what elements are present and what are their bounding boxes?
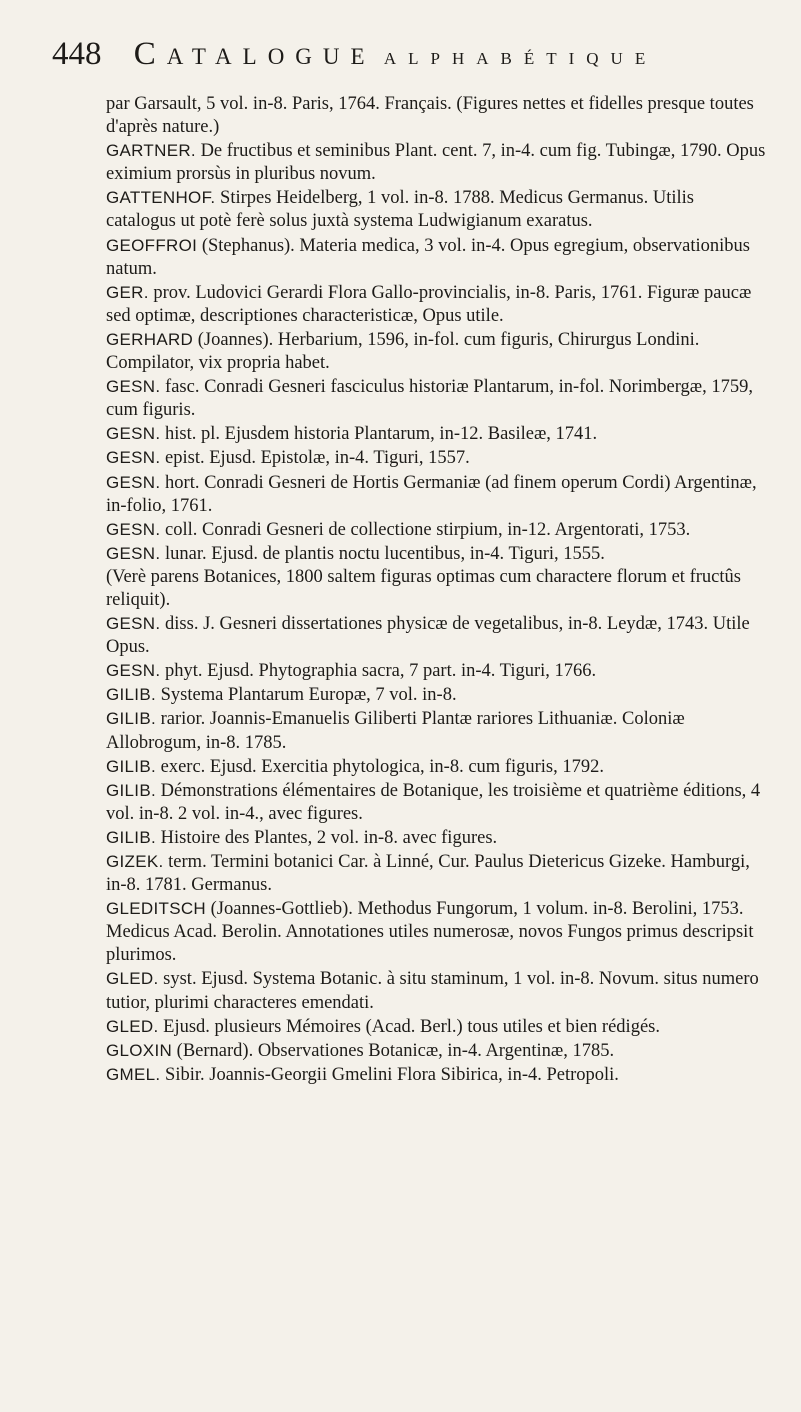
entry-text: Ejusd. plusieurs Mémoires (Acad. Berl.) tous utiles et bien rédigés. <box>158 1016 660 1037</box>
catalogue-entry <box>106 518 766 542</box>
entry-text: diss. J. Gesneri dissertationes physicæ de vegetalibus, in-8. Leydæ, 1743. Utile Opus. <box>106 614 750 658</box>
entry-headword: GIZEK. <box>106 852 164 871</box>
catalogue-entry <box>106 659 766 683</box>
catalogue-entry <box>106 93 766 139</box>
entry-headword: GESN. <box>106 472 161 492</box>
entry-text: (Joannes). Herbarium, 1596, in-fol. cum figuris, Chirurgus Londini. Compilator, vix propria habet. <box>106 329 700 374</box>
catalogue-entry <box>106 186 766 233</box>
catalogue-entry <box>106 139 766 186</box>
catalogue-entry <box>106 1063 766 1087</box>
header-title-part2: alphabétique <box>383 44 658 70</box>
entry-text: phyt. Ejusd. Phytographia sacra, 7 part. in-4. Tiguri, 1766. <box>160 661 597 682</box>
entry-text: (Joannes-Gottlieb). Methodus Fungorum, 1 volum. in-8. Berolini, 1753. Medicus Acad. Berolin. Annotationes utiles numerosæ, novos Fungos primus descripsit plurimos. <box>106 899 754 966</box>
entry-text: De fructibus et seminibus Plant. cent. 7, in-4. cum fig. Tubingæ, 1790. Opus eximium prorsùs in pluribus novum. <box>106 141 766 185</box>
entry-text: exerc. Ejusd. Exercitia phytologica, in-8. cum figuris, 1792. <box>156 756 604 777</box>
catalogue-entry <box>106 779 766 826</box>
entry-headword: GERHARD <box>106 329 194 349</box>
entry-headword: GILIB. <box>106 685 156 705</box>
entry-text: Histoire des Plantes, 2 vol. in-8. avec figures. <box>156 827 498 848</box>
entry-headword: GLED. <box>106 1016 159 1036</box>
entry-text: fasc. Conradi Gesneri fasciculus historiæ Plantarum, in-fol. Norimbergæ, 1759, cum figuris. <box>106 377 753 421</box>
entry-headword: GLEDITSCH <box>106 899 206 919</box>
entry-headword: GESN. <box>106 661 161 681</box>
running-header <box>52 34 772 77</box>
catalogue-entry <box>106 683 766 707</box>
entry-headword: GESN. <box>106 543 161 563</box>
catalogue-entry <box>106 422 766 446</box>
entry-text: (Stephanus). Materia medica, 3 vol. in-4. Opus egregium, observationibus natum. <box>106 235 751 279</box>
catalogue-entry <box>106 850 766 897</box>
catalogue-entry <box>106 826 766 850</box>
entry-headword: GILIB. <box>106 780 156 800</box>
entry-headword: GLOXIN <box>106 1040 173 1060</box>
catalogue-entry <box>106 967 766 1014</box>
entry-headword: GILIB. <box>106 756 156 776</box>
entry-headword: GARTNER. <box>106 141 196 161</box>
entry-text: Sibir. Joannis-Georgii Gmelini Flora Sibirica, in-4. Petropoli. <box>160 1064 619 1085</box>
entry-headword: GESN. <box>106 519 161 539</box>
entry-text: (Verè parens Botanices, 1800 saltem figuras optimas cum charactere florum et fructûs reliquit). <box>106 566 741 610</box>
entry-text: hist. pl. Ejusdem historia Plantarum, in-12. Basileæ, 1741. <box>160 424 598 445</box>
entry-text: (Bernard). Observationes Botanicæ, in-4. Argentinæ, 1785. <box>172 1040 615 1061</box>
catalogue-entry <box>106 281 766 328</box>
entry-headword: GILIB. <box>106 709 156 729</box>
catalogue-entry <box>106 1015 766 1039</box>
entry-headword: GEOFFROI <box>106 235 198 255</box>
entry-text: coll. Conradi Gesneri de collectione stirpium, in-12. Argentorati, 1753. <box>160 519 691 540</box>
catalogue-entry <box>106 542 766 566</box>
entry-text: Stirpes Heidelberg, 1 vol. in-8. 1788. Medicus Germanus. Utilis catalogus ut potè ferè solus juxtà systema Ludwigianum exaratus. <box>106 188 694 232</box>
entry-text: epist. Ejusd. Epistolæ, in-4. Tiguri, 1557. <box>160 448 470 469</box>
catalogue-entry <box>106 446 766 470</box>
entry-headword: GESN. <box>106 424 161 444</box>
entry-headword: GESN. <box>106 448 161 468</box>
entry-headword: GLED. <box>106 969 159 989</box>
header-title-part1: Catalogue <box>133 36 376 72</box>
entry-headword: GESN. <box>106 614 161 634</box>
catalogue-entry <box>106 234 766 281</box>
catalogue-entry <box>106 566 766 612</box>
entry-text: hort. Conradi Gesneri de Hortis Germaniæ (ad finem operum Cordi) Argentinæ, in-folio, 1761. <box>106 472 757 516</box>
entry-text: Systema Plantarum Europæ, 7 vol. in-8. <box>156 685 457 706</box>
entry-text: prov. Ludovici Gerardi Flora Gallo-provincialis, in-8. Paris, 1761. Figuræ paucæ sed optimæ, descriptiones characteristicæ, Opus utile. <box>106 282 752 326</box>
catalogue-entry <box>106 375 766 422</box>
catalogue-entry <box>106 328 766 375</box>
entry-text: lunar. Ejusd. de plantis noctu lucentibus, in-4. Tiguri, 1555. <box>160 543 605 564</box>
entry-headword: GMEL. <box>106 1064 161 1084</box>
catalogue-entries <box>106 93 766 1087</box>
entry-headword: GESN. <box>106 377 161 397</box>
catalogue-entry <box>106 612 766 659</box>
catalogue-entry <box>106 897 766 967</box>
entry-text: par Garsault, 5 vol. in-8. Paris, 1764. Français. (Figures nettes et fidelles presque toutes d'après nature.) <box>106 94 754 138</box>
entry-headword: GER. <box>106 282 149 302</box>
catalogue-entry <box>106 707 766 754</box>
entry-text: Démonstrations élémentaires de Botanique, les troisième et quatrième éditions, 4 vol. in-8. 2 vol. in-4., avec figures. <box>106 780 761 824</box>
entry-text: term. Termini botanici Car. à Linné, Cur. Paulus Dietericus Gizeke. Hamburgi, in-8. 1781. Germanus. <box>106 852 750 896</box>
catalogue-entry <box>106 471 766 518</box>
entry-headword: GATTENHOF. <box>106 188 216 208</box>
page-number: 448 <box>52 36 102 72</box>
entry-headword: GILIB. <box>106 827 156 847</box>
catalogue-entry <box>106 755 766 779</box>
catalogue-entry <box>106 1039 766 1063</box>
entry-text: rarior. Joannis-Emanuelis Giliberti Plantæ rariores Lithuaniæ. Coloniæ Allobrogum, in-8. 1785. <box>106 709 685 753</box>
entry-text: syst. Ejusd. Systema Botanic. à situ staminum, 1 vol. in-8. Novum. situs numero tutior, plurimi characteres emendati. <box>106 969 759 1013</box>
